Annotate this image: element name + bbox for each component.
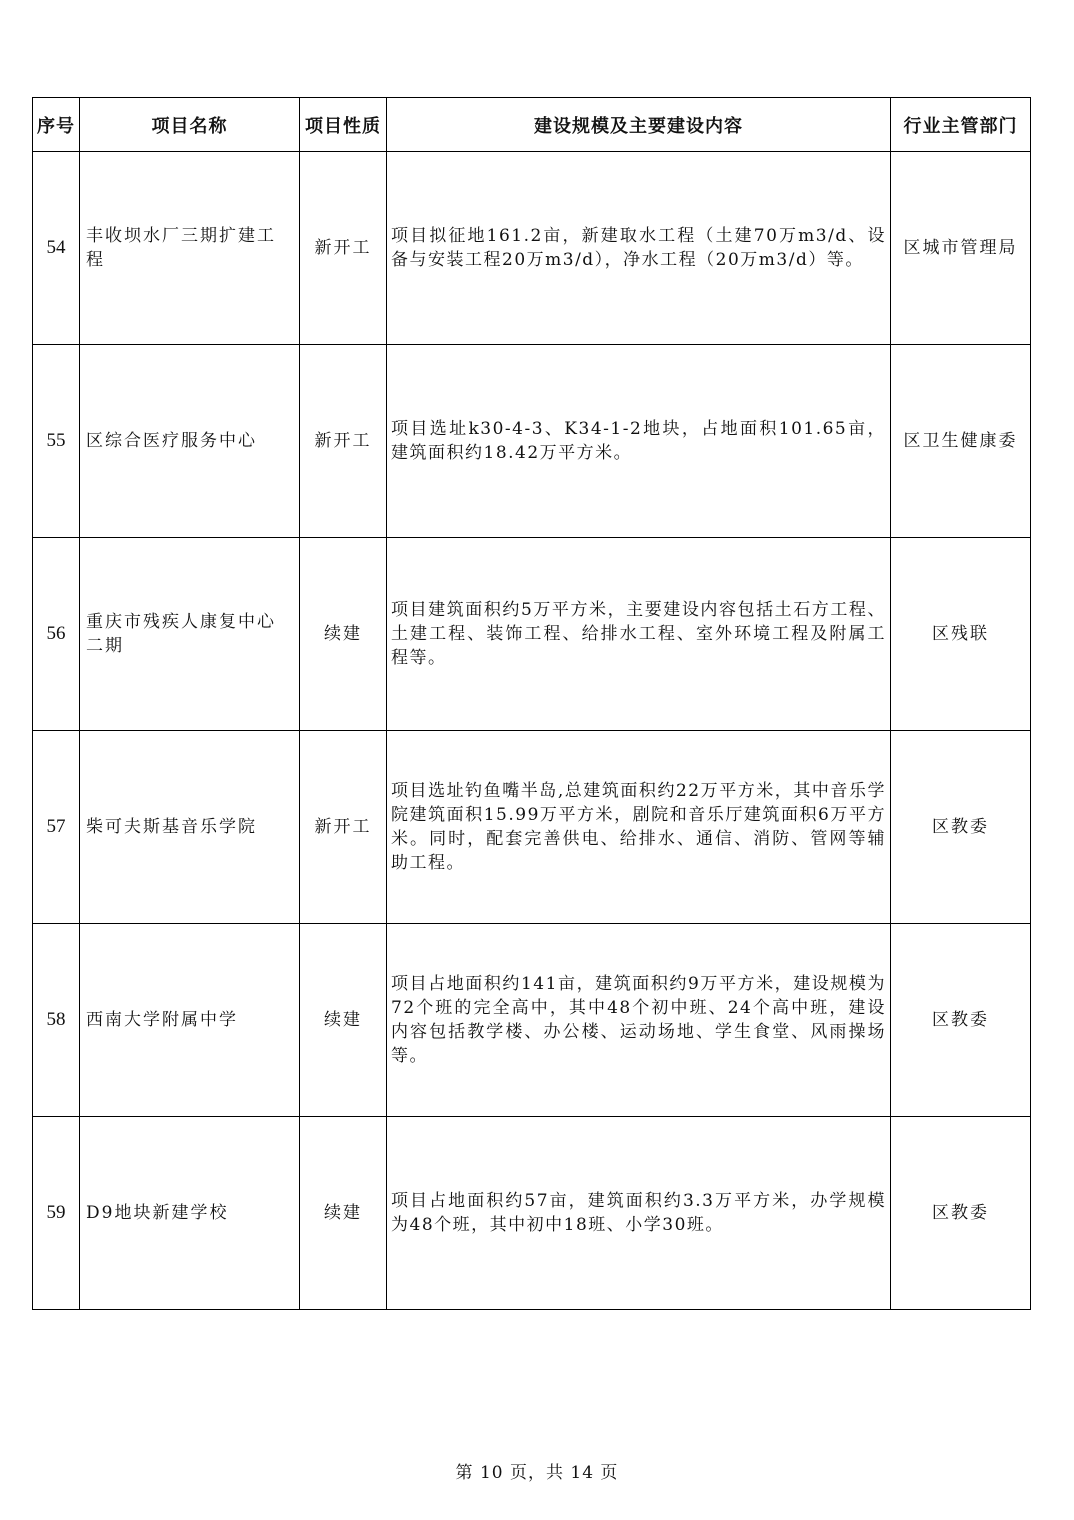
row-department: 区城市管理局 — [891, 152, 1031, 345]
row-number: 58 — [33, 924, 80, 1117]
row-project-nature: 续建 — [300, 924, 387, 1117]
row-construction-content: 项目占地面积约57亩，建筑面积约3.3万平方米，办学规模为48个班，其中初中18班、小学30班。 — [387, 1117, 891, 1310]
row-department: 区教委 — [891, 731, 1031, 924]
row-project-nature: 续建 — [300, 1117, 387, 1310]
row-project-name: 区综合医疗服务中心 — [80, 345, 300, 538]
table-row — [33, 538, 1031, 731]
row-number: 54 — [33, 152, 80, 345]
header-department: 行业主管部门 — [891, 98, 1031, 152]
row-construction-content: 项目占地面积约141亩，建筑面积约9万平方米，建设规模为72个班的完全高中，其中48个初中班、24个高中班，建设内容包括教学楼、办公楼、运动场地、学生食堂、风雨操场等。 — [387, 924, 891, 1117]
table-row — [33, 345, 1031, 538]
table-row — [33, 924, 1031, 1117]
header-project-nature: 项目性质 — [300, 98, 387, 152]
table-row — [33, 1117, 1031, 1310]
row-construction-content: 项目选址k30-4-3、K34-1-2地块，占地面积101.65亩，建筑面积约18.42万平方米。 — [387, 345, 891, 538]
row-construction-content: 项目选址钓鱼嘴半岛,总建筑面积约22万平方米，其中音乐学院建筑面积15.99万平方米，剧院和音乐厅建筑面积6万平方米。同时，配套完善供电、给排水、通信、消防、管网等辅助工程。 — [387, 731, 891, 924]
row-number: 59 — [33, 1117, 80, 1310]
row-number: 55 — [33, 345, 80, 538]
header-number: 序号 — [33, 98, 80, 152]
row-construction-content: 项目拟征地161.2亩，新建取水工程（土建70万m3/d、设备与安装工程20万m3/d），净水工程（20万m3/d）等。 — [387, 152, 891, 345]
row-department: 区教委 — [891, 924, 1031, 1117]
row-number: 57 — [33, 731, 80, 924]
row-department: 区卫生健康委 — [891, 345, 1031, 538]
row-project-nature: 续建 — [300, 538, 387, 731]
header-construction-content: 建设规模及主要建设内容 — [387, 98, 891, 152]
row-department: 区残联 — [891, 538, 1031, 731]
row-project-nature: 新开工 — [300, 731, 387, 924]
table-row — [33, 152, 1031, 345]
row-project-nature: 新开工 — [300, 345, 387, 538]
row-project-name: 西南大学附属中学 — [80, 924, 300, 1117]
project-table — [32, 97, 1031, 1310]
row-project-name: 柴可夫斯基音乐学院 — [80, 731, 300, 924]
row-construction-content: 项目建筑面积约5万平方米，主要建设内容包括土石方工程、土建工程、装饰工程、给排水工程、室外环境工程及附属工程等。 — [387, 538, 891, 731]
table-row — [33, 731, 1031, 924]
row-project-name: D9地块新建学校 — [80, 1117, 300, 1310]
row-project-name: 重庆市残疾人康复中心二期 — [80, 538, 300, 731]
row-number: 56 — [33, 538, 80, 731]
row-project-name: 丰收坝水厂三期扩建工程 — [80, 152, 300, 345]
table-header-row — [33, 98, 1031, 152]
header-project-name: 项目名称 — [80, 98, 300, 152]
row-department: 区教委 — [891, 1117, 1031, 1310]
page-footer: 第 10 页，共 14 页 — [455, 1463, 619, 1483]
row-project-nature: 新开工 — [300, 152, 387, 345]
